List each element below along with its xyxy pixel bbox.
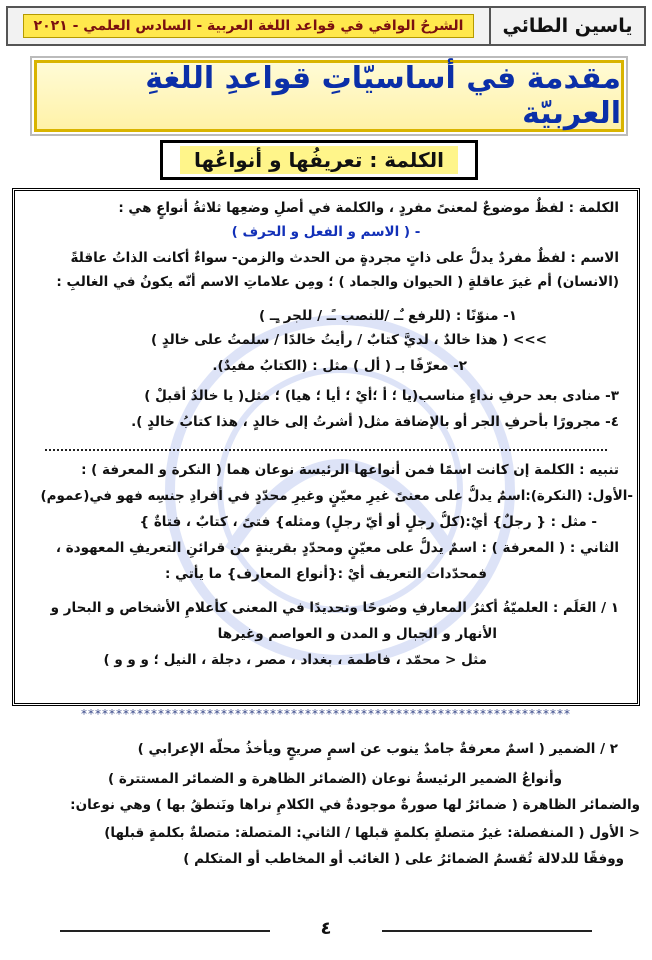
main-content-box <box>12 188 640 706</box>
text-line: -الأول: (النكرة):اسمٌ يدلُّ على معنىً غيرِ معيّنٍ وغيرِ محدّدٍ في أفرادِ جنسِه فهو في(عموم) <box>40 488 633 504</box>
lower-section <box>10 724 642 878</box>
dotted-divider <box>45 449 607 451</box>
text-line: - ( الاسم و الفعل و الحرف ) <box>231 224 421 240</box>
text-line: مثل < محمّد ، فاطمة ، بغداد ، مصر ، دجلة ، النيل ؛ و و و ) <box>103 652 487 668</box>
text-line: (الانسان) أم غيرَ عاقلةٍ ( الحيوان والجماد ) ؛ ومِن علاماتِ الاسم أنّه يكونُ في الغالبِ : <box>56 274 619 290</box>
text-line: تنبيه : الكلمة إن كانت اسمًا فمن أنواعها الرئيسة نوعان هما ( النكرة و المعرفة ) : <box>81 462 619 478</box>
text-line: الكلمة : لفظٌ موضوعٌ لمعنىً مفردٍ ، والكلمة في أصلِ وضعِها ثلاثةُ أنواعٍ هي : <box>118 200 619 216</box>
text-line: الاسم : لفظٌ مفردٌ يدلُّ على ذاتٍ مجردةٍ من الحدث والزمن- سواءٌ أكانت الذاتُ عاقلةً <box>70 250 619 266</box>
text-line: فمحدّدات التعريف أيْ :{أنواع المعارف} ما يأتي : <box>164 566 487 582</box>
star-divider: ********************************************************************** <box>81 707 571 721</box>
text-line: الأنهار و الجبال و المدن و العواصم وغيرها <box>217 626 497 642</box>
text-line: ١- منوّنًا : (للرفع ـٌـ /للنصب ـًـ / للجر ـٍـ ) <box>258 308 517 324</box>
banner-title: مقدمة في أساسيّاتِ قواعدِ اللغةِ العربيّة <box>145 61 621 131</box>
text-line: - مثل : { رجلٌ} أيْ:(كلُّ رجلٍ أو أيّ رجلٍ) ومثله} فتىً ، كتابٌ ، فتاةٌ } <box>139 514 597 530</box>
page-number-box <box>0 918 652 939</box>
series-title: الشرحُ الوافي في قواعد اللغة العربية - السادس العلمي - ٢٠٢١ <box>23 14 475 38</box>
intro-banner <box>34 60 624 132</box>
text-line: الثاني : ( المعرفة ) : اسمٌ يدلُّ على معيّنٍ ومحدّدٍ بقرينةٍ من قرائنِ التعريفِ المعهودة ، <box>55 540 619 556</box>
text-line: ٣- منادى بعد حرفِ نداءٍ مناسب(يا ؛ أ ؛أيْ ؛ أيا ؛ هيا) ؛ مثل( يا خالدُ أقبلْ ) <box>144 388 619 404</box>
text-line: ووفقًا للدلالة تُقسمُ الضمائرُ على ( الغائب أو المخاطب أو المتكلم ) <box>183 851 624 867</box>
section-subtitle-box <box>160 140 478 180</box>
text-line: ٤- مجرورًا بأحرفِ الجر أو بالإضافة مثل( أشرتُ إلى خالدٍ ، هذا كتابُ خالدٍ ). <box>131 414 619 430</box>
text-line: ٢ / الضمير ( اسمٌ معرفةٌ جامدٌ ينوب عن اسمٍ صريحٍ ويأخذُ محلَّه الإعرابي ) <box>137 741 618 757</box>
series-title-box <box>8 14 489 38</box>
page-header <box>6 6 646 46</box>
page-number: ٤ <box>320 918 332 939</box>
text-line: والضمائر الظاهرة ( ضمائرُ لها صورةٌ موجودةٌ في الكلامِ نراها ونَنطقُ بها ) وهي نوعان: <box>70 797 640 813</box>
author-name: ياسين الطائي <box>489 8 644 44</box>
text-line: ١ / العَلَم : العلميّةُ أكثرُ المعارفِ وضوحًا وتحديدًا في المعنى كأعلامِ الأشخاص و البحار و <box>50 600 619 616</box>
section-subtitle: الكلمة : تعريفُها و أنواعُها <box>180 146 458 174</box>
text-line: ٢- معرّفًا بـ ( أل ) مثل : (الكتابُ مفيدٌ). <box>212 358 467 374</box>
text-line: وأنواعُ الضمير الرئيسةُ نوعان (الضمائر الظاهرة و الضمائر المستترة ) <box>107 771 562 787</box>
text-line: >>> ( هذا خالدٌ ، لديَّ كتابٌ / رأيتُ خالدًا / سلمتُ على خالدٍ ) <box>151 332 547 348</box>
text-line: < الأول ( المنفصلة: غيرُ متصلةٍ بكلمةٍ قبلها / الثاني: المتصلة: متصلةٌ بكلمةٍ قبلها) <box>104 825 640 841</box>
